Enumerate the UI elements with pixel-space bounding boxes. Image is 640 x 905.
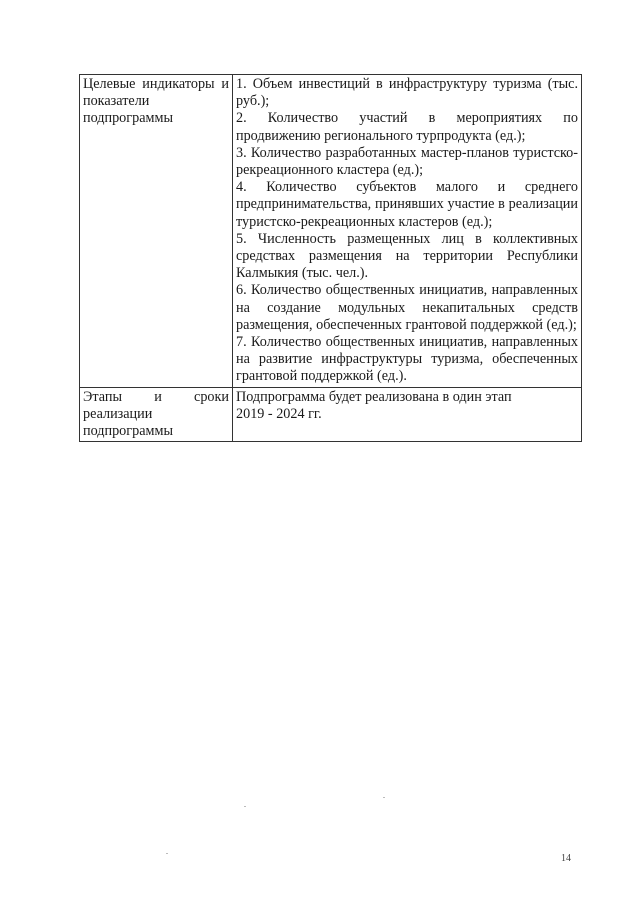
stages-label: Этапы и сроки реализации подпрограммы xyxy=(83,388,229,440)
scan-speck xyxy=(244,806,246,807)
table-row-stages xyxy=(80,387,582,442)
indicator-item: 6. Количество общественных инициатив, направленных на создание модульных некапитальных средств размещения, обеспеченных грантовой поддержкой (ед.); xyxy=(236,282,578,333)
indicator-item: 4. Количество субъектов малого и среднего предпринимательства, принявших участие в реализации туристско-рекреационных кластеров (ед.); xyxy=(236,179,578,230)
stages-label-cell xyxy=(80,387,233,442)
stages-text-line: Подпрограмма будет реализована в один этап xyxy=(236,388,512,405)
stages-content-cell xyxy=(233,387,582,442)
indicator-item: 5. Численность размещенных лиц в коллективных средствах размещения на территории Республики Калмыкия (тыс. чел.). xyxy=(236,230,578,282)
stages-period-line: 2019 - 2024 гг. xyxy=(236,405,322,422)
indicators-content-cell xyxy=(233,75,582,388)
indicator-item: 2. Количество участий в мероприятиях по продвижению регионального турпродукта (ед.); xyxy=(236,110,578,144)
table-row-indicators xyxy=(80,75,582,388)
subprogram-passport-table xyxy=(79,74,582,442)
indicators-label: Целевые индикаторы и показатели подпрограммы xyxy=(83,76,229,127)
indicator-item: 3. Количество разработанных мастер-планов туристско-рекреационного кластера (ед.); xyxy=(236,144,578,179)
scan-speck xyxy=(383,797,385,798)
page-number: 14 xyxy=(561,853,571,864)
indicator-item: 7. Количество общественных инициатив, направленных на развитие инфраструктуры туризма, обеспеченных грантовой поддержкой (ед.). xyxy=(236,334,578,385)
scan-speck xyxy=(166,853,168,854)
indicators-label-cell xyxy=(80,75,233,388)
indicator-item: 1. Объем инвестиций в инфраструктуру туризма (тыс. руб.); xyxy=(236,76,578,110)
